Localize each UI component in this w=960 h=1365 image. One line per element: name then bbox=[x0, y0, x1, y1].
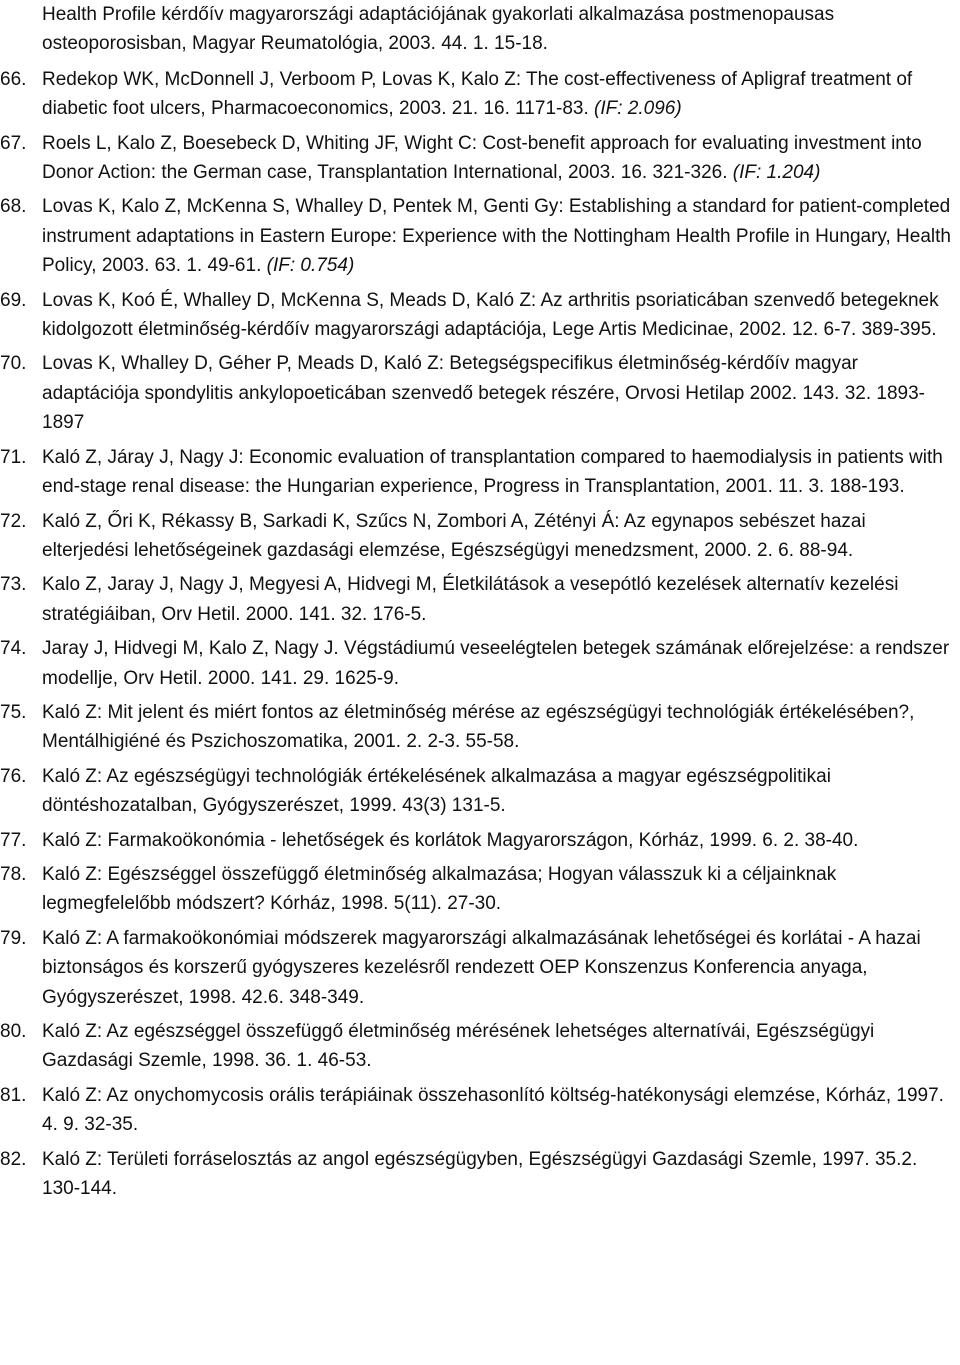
reference-citation: Lovas K, Kalo Z, McKenna S, Whalley D, Pentek M, Genti Gy: Establishing a standard for patient-completed instrument adaptations in Eastern Europe: Experience with the Nottingham Health Profile in Hungary, Health Policy, 2003. 63. 1. 49-61. bbox=[42, 196, 951, 277]
reference-item bbox=[0, 860, 952, 919]
reference-text bbox=[42, 634, 952, 693]
reference-item bbox=[0, 826, 952, 855]
reference-item bbox=[0, 698, 952, 757]
continued-reference-text: Health Profile kérdőív magyarországi adaptációjának gyakorlati alkalmazása postmenopausas osteoporosisban, Magyar Reumatológia, 2003. 44. 1. 15-18. bbox=[42, 4, 835, 55]
reference-text bbox=[42, 129, 952, 188]
reference-number: 67. bbox=[0, 132, 27, 154]
reference-text bbox=[42, 860, 952, 919]
reference-number: 82. bbox=[0, 1148, 27, 1170]
reference-citation: Jaray J, Hidvegi M, Kalo Z, Nagy J. Végstádiumú veseelégtelen betegek számának előrejelzése: a rendszer modellje, Orv Hetil. 2000. 141. 29. 1625-9. bbox=[42, 638, 950, 689]
reference-number: 72. bbox=[0, 510, 27, 532]
continued-reference bbox=[42, 0, 952, 59]
reference-text bbox=[42, 826, 952, 855]
reference-item bbox=[0, 762, 952, 821]
reference-citation: Kaló Z: Egészséggel összefüggő életminőség alkalmazása; Hogyan válasszuk ki a céljainknak legmegfelelőbb módszert? Kórház, 1998. 5(11). 27-30. bbox=[42, 863, 837, 915]
reference-item bbox=[0, 507, 952, 566]
reference-number: 77. bbox=[0, 829, 27, 851]
reference-text bbox=[42, 1017, 952, 1076]
reference-citation: Lovas K, Whalley D, Géher P, Meads D, Kaló Z: Betegségspecifikus életminőség-kérdőív magyar adaptációja spondylitis ankylopoeticában szenvedő betegek részére, Orvosi Hetilap 2002. 143. 32. 1893-1897 bbox=[42, 353, 926, 434]
reference-number: 66. bbox=[0, 68, 27, 90]
reference-text bbox=[42, 1145, 952, 1204]
reference-text bbox=[42, 570, 952, 629]
reference-text bbox=[42, 443, 952, 502]
reference-number: 70. bbox=[0, 353, 27, 375]
reference-item bbox=[0, 286, 952, 345]
reference-number: 76. bbox=[0, 765, 27, 787]
reference-citation: Lovas K, Koó É, Whalley D, McKenna S, Meads D, Kaló Z: Az arthritis psoriaticában szenvedő betegeknek kidolgozott életminőség-kérdőív magyarországi adaptációja, Lege Artis Medicinae, 2002. 12. 6-7. 389-395. bbox=[42, 289, 939, 341]
impact-factor: (IF: 0.754) bbox=[266, 255, 355, 277]
reference-citation: Kaló Z: Az egészséggel összefüggő életminőség mérésének lehetséges alternatívái, Egészségügyi Gazdasági Szemle, 1998. 36. 1. 46-53. bbox=[42, 1021, 875, 1072]
reference-citation: Redekop WK, McDonnell J, Verboom P, Lovas K, Kalo Z: The cost-effectiveness of Apligraf treatment of diabetic foot ulcers, Pharmacoeconomics, 2003. 21. 16. 1171-83. bbox=[42, 68, 913, 120]
reference-item bbox=[0, 349, 952, 437]
reference-number: 75. bbox=[0, 701, 27, 723]
reference-text bbox=[42, 698, 952, 757]
reference-number: 80. bbox=[0, 1021, 27, 1042]
reference-item bbox=[0, 443, 952, 502]
reference-number: 81. bbox=[0, 1084, 27, 1106]
reference-number: 73. bbox=[0, 574, 27, 596]
reference-citation: Kaló Z: Az egészségügyi technológiák értékelésének alkalmazása a magyar egészségpolitikai döntéshozatalban, Gyógyszerészet, 1999. 43(3) 131-5. bbox=[42, 765, 831, 817]
reference-text bbox=[42, 349, 952, 437]
impact-factor: (IF: 2.096) bbox=[594, 98, 682, 120]
reference-item bbox=[0, 1081, 952, 1140]
reference-number: 69. bbox=[0, 289, 27, 311]
reference-item bbox=[0, 192, 952, 280]
reference-item bbox=[0, 1145, 952, 1204]
reference-item bbox=[0, 634, 952, 693]
reference-text bbox=[42, 924, 952, 1012]
reference-item bbox=[0, 570, 952, 629]
reference-number: 68. bbox=[0, 196, 27, 218]
reference-citation: Kaló Z: Az onychomycosis orális terápiáinak összehasonlító költség-hatékonysági elemzése, Kórház, 1997. 4. 9. 32-35. bbox=[42, 1084, 944, 1136]
reference-citation: Kalo Z, Jaray J, Nagy J, Megyesi A, Hidvegi M, Életkilátások a vesepótló kezelések alternatív kezelési stratégiáiban, Orv Hetil. 2000. 141. 32. 176-5. bbox=[42, 574, 899, 625]
reference-number: 71. bbox=[0, 446, 27, 468]
reference-citation: Kaló Z: A farmakoökonómiai módszerek magyarországi alkalmazásának lehetőségei és korlátai - A hazai biztonságos és korszerű gyógyszeres kezelésről rendezett OEP Konszenzus Konferencia anyaga, Gyógyszerészet, 1998. 42.6. 348-349. bbox=[42, 927, 921, 1008]
reference-citation: Roels L, Kalo Z, Boesebeck D, Whiting JF, Wight C: Cost-benefit approach for evaluating investment into Donor Action: the German case, Transplantation International, 2003. 16. 321-326. bbox=[42, 132, 922, 184]
reference-citation: Kaló Z: Mit jelent és miért fontos az életminőség mérése az egészségügyi technológiák értékelésében?, Mentálhigiéné és Pszichoszomatika, 2001. 2. 2-3. 55-58. bbox=[42, 701, 915, 753]
reference-text bbox=[42, 192, 952, 280]
reference-text bbox=[42, 286, 952, 345]
reference-text bbox=[42, 65, 952, 124]
reference-item bbox=[0, 65, 952, 124]
reference-number: 78. bbox=[0, 863, 27, 885]
reference-citation: Kaló Z, Járay J, Nagy J: Economic evaluation of transplantation compared to haemodialysis in patients with end-stage renal disease: the Hungarian experience, Progress in Transplantation, 2001. 11. 3. 188-193. bbox=[42, 446, 943, 498]
reference-citation: Kaló Z: Farmakoökonómia - lehetőségek és korlátok Magyarországon, Kórház, 1999. 6. 2. 38-40. bbox=[42, 829, 859, 851]
reference-citation: Kaló Z: Területi forráselosztás az angol egészségügyben, Egészségügyi Gazdasági Szemle, 1997. 35.2. 130-144. bbox=[42, 1148, 918, 1200]
reference-item bbox=[0, 1017, 952, 1076]
reference-text bbox=[42, 507, 952, 566]
reference-text bbox=[42, 762, 952, 821]
reference-number: 79. bbox=[0, 927, 27, 949]
reference-citation: Kaló Z, Őri K, Rékassy B, Sarkadi K, Szűcs N, Zombori A, Zétényi Á: Az egynapos sebészet hazai elterjedési lehetőségeinek gazdasági elemzése, Egészségügyi menedzsment, 2000. 2. 6. 88-94. bbox=[42, 510, 866, 561]
reference-text bbox=[42, 1081, 952, 1140]
impact-factor: (IF: 1.204) bbox=[732, 162, 821, 184]
reference-number: 74. bbox=[0, 638, 27, 660]
reference-item bbox=[0, 129, 952, 188]
reference-item bbox=[0, 924, 952, 1012]
